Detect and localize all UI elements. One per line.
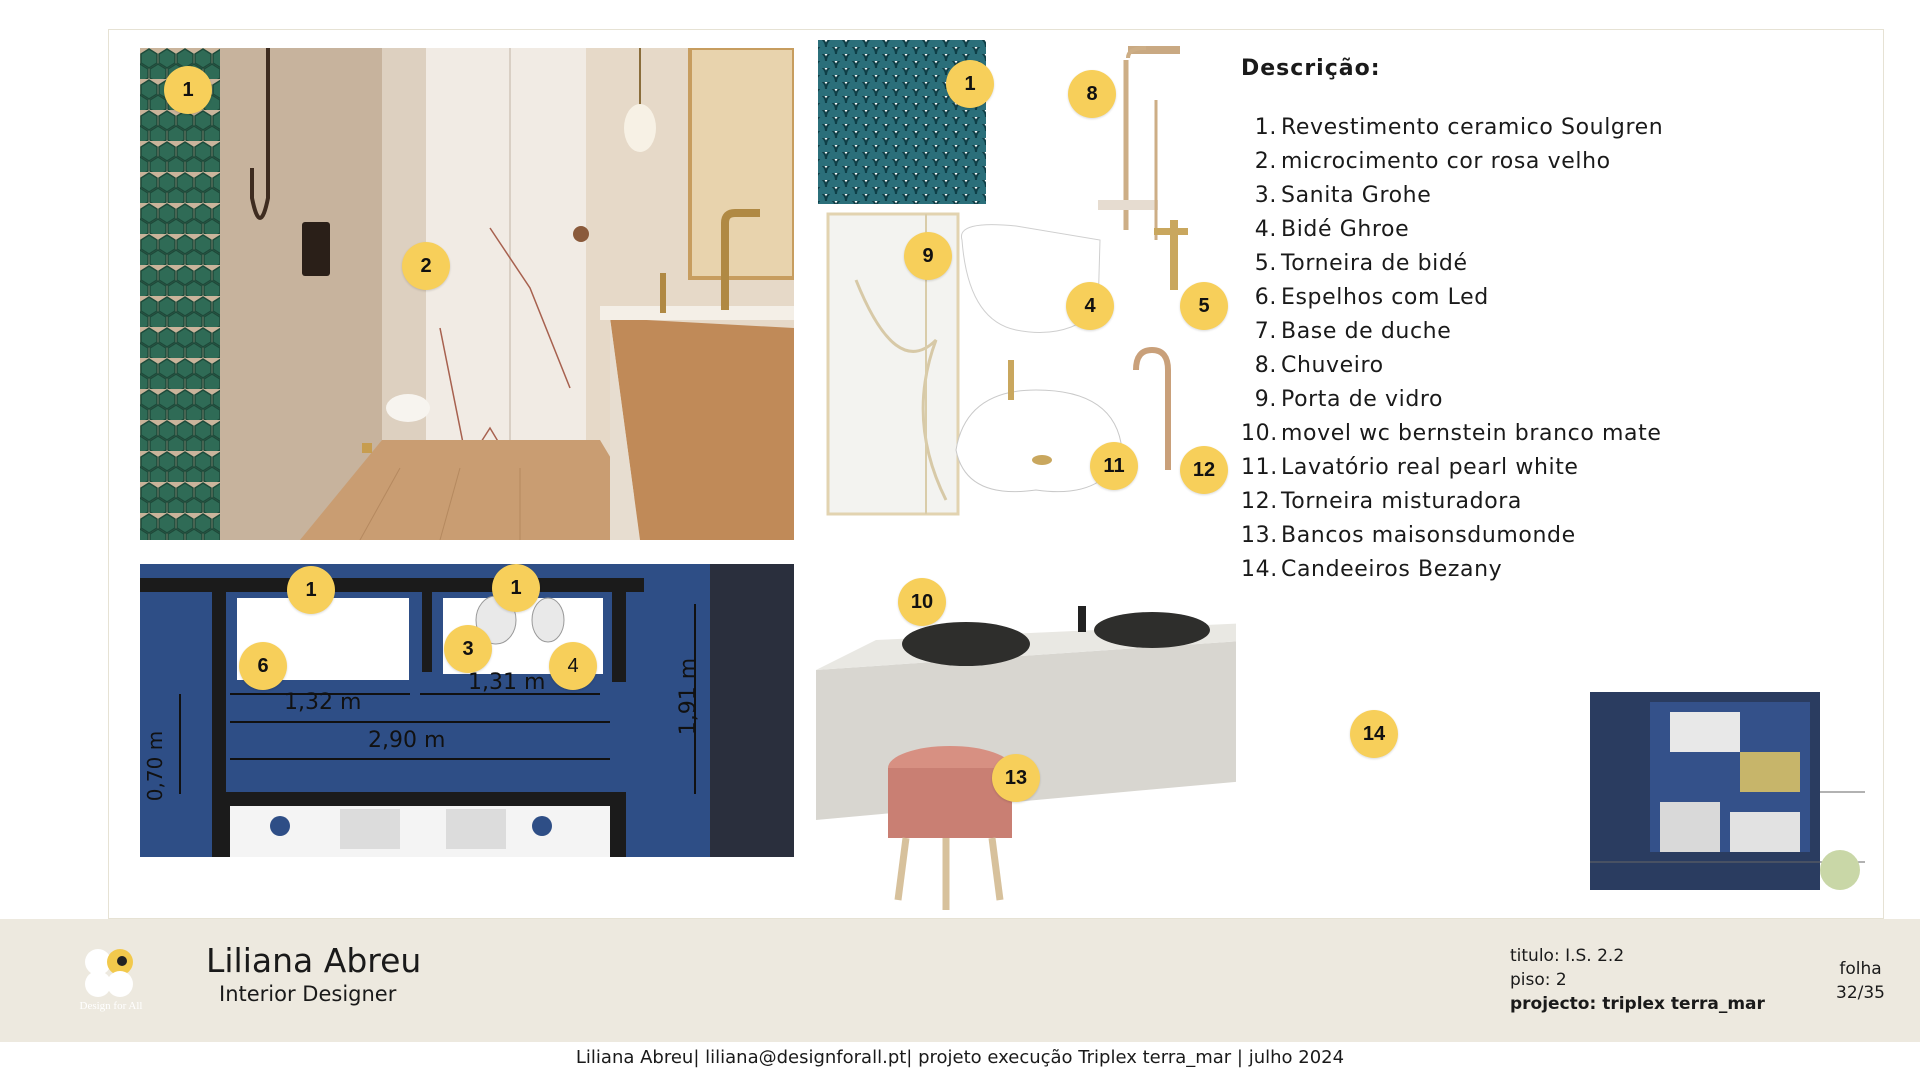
floor-plan: [140, 564, 794, 857]
callout-badge: 8: [1068, 70, 1116, 118]
dimension-label: 1,31 m: [468, 670, 546, 695]
designer-name: Liliana Abreu: [206, 941, 422, 980]
callout-badge: 1: [946, 60, 994, 108]
callout-badge: 5: [1180, 282, 1228, 330]
description-title: Descrição:: [1241, 56, 1381, 81]
product-collage: [816, 40, 1236, 920]
designer-role: Interior Designer: [219, 982, 397, 1006]
list-item: 3. Sanita Grohe: [1254, 183, 1432, 208]
dimension-label: 0,70 m: [143, 730, 168, 802]
bathroom-render: [140, 48, 794, 540]
list-item: 5. Torneira de bidé: [1254, 251, 1468, 276]
callout-badge: 4: [1066, 282, 1114, 330]
dimension-label: 2,90 m: [368, 728, 446, 753]
list-item: 6. Espelhos com Led: [1254, 285, 1489, 310]
callout-badge: 12: [1180, 446, 1228, 494]
project-field: projecto: triplex terra_mar: [1510, 994, 1765, 1014]
list-item: 2. microcimento cor rosa velho: [1254, 149, 1611, 174]
list-item: 8. Chuveiro: [1254, 353, 1384, 378]
sheet-metadata: [1510, 944, 1765, 1016]
sheet-number: [1836, 957, 1885, 1005]
dimension-label: 1,91 m: [676, 657, 702, 736]
callout-badge: 9: [904, 232, 952, 280]
list-item: 11. Lavatório real pearl white: [1241, 455, 1579, 480]
list-item: 12. Torneira misturadora: [1241, 489, 1522, 514]
callout-badge: 11: [1090, 442, 1138, 490]
callout-badge: 1: [492, 564, 540, 612]
description-list: [1241, 111, 1681, 587]
dimension-label: 1,32 m: [284, 690, 362, 715]
list-item: 13. Bancos maisonsdumonde: [1241, 523, 1576, 548]
list-item: 9. Porta de vidro: [1254, 387, 1444, 412]
bottom-credits: Liliana Abreu| liliana@designforall.pt| projeto execução Triplex terra_mar | julho 2024: [575, 1047, 1345, 1068]
callout-badge: 13: [992, 754, 1040, 802]
list-item: 1. Revestimento ceramico Soulgren: [1254, 115, 1664, 140]
description-panel: [1241, 56, 1681, 587]
list-item: 4. Bidé Ghroe: [1254, 217, 1410, 242]
callout-badge: 1: [164, 66, 212, 114]
callout-badge: 14: [1350, 710, 1398, 758]
callout-badge: 4: [549, 642, 597, 690]
title-field: titulo: I.S. 2.2: [1510, 946, 1625, 966]
list-item: 10. movel wc bernstein branco mate: [1241, 421, 1662, 446]
callout-badge: 1: [287, 566, 335, 614]
floor-field: piso: 2: [1510, 970, 1567, 990]
callout-badge: 10: [898, 578, 946, 626]
logo-text: Design for All: [79, 1000, 143, 1012]
site-plan-thumbnail: [1590, 692, 1865, 890]
callout-badge: 2: [402, 242, 450, 290]
list-item: 14. Candeeiros Bezany: [1241, 557, 1503, 582]
callout-badge: 6: [239, 642, 287, 690]
sheet-label: folha: [1839, 959, 1882, 979]
callout-badge: 3: [444, 625, 492, 673]
sheet-value: 32/35: [1836, 983, 1885, 1003]
list-item: 7. Base de duche: [1254, 319, 1452, 344]
